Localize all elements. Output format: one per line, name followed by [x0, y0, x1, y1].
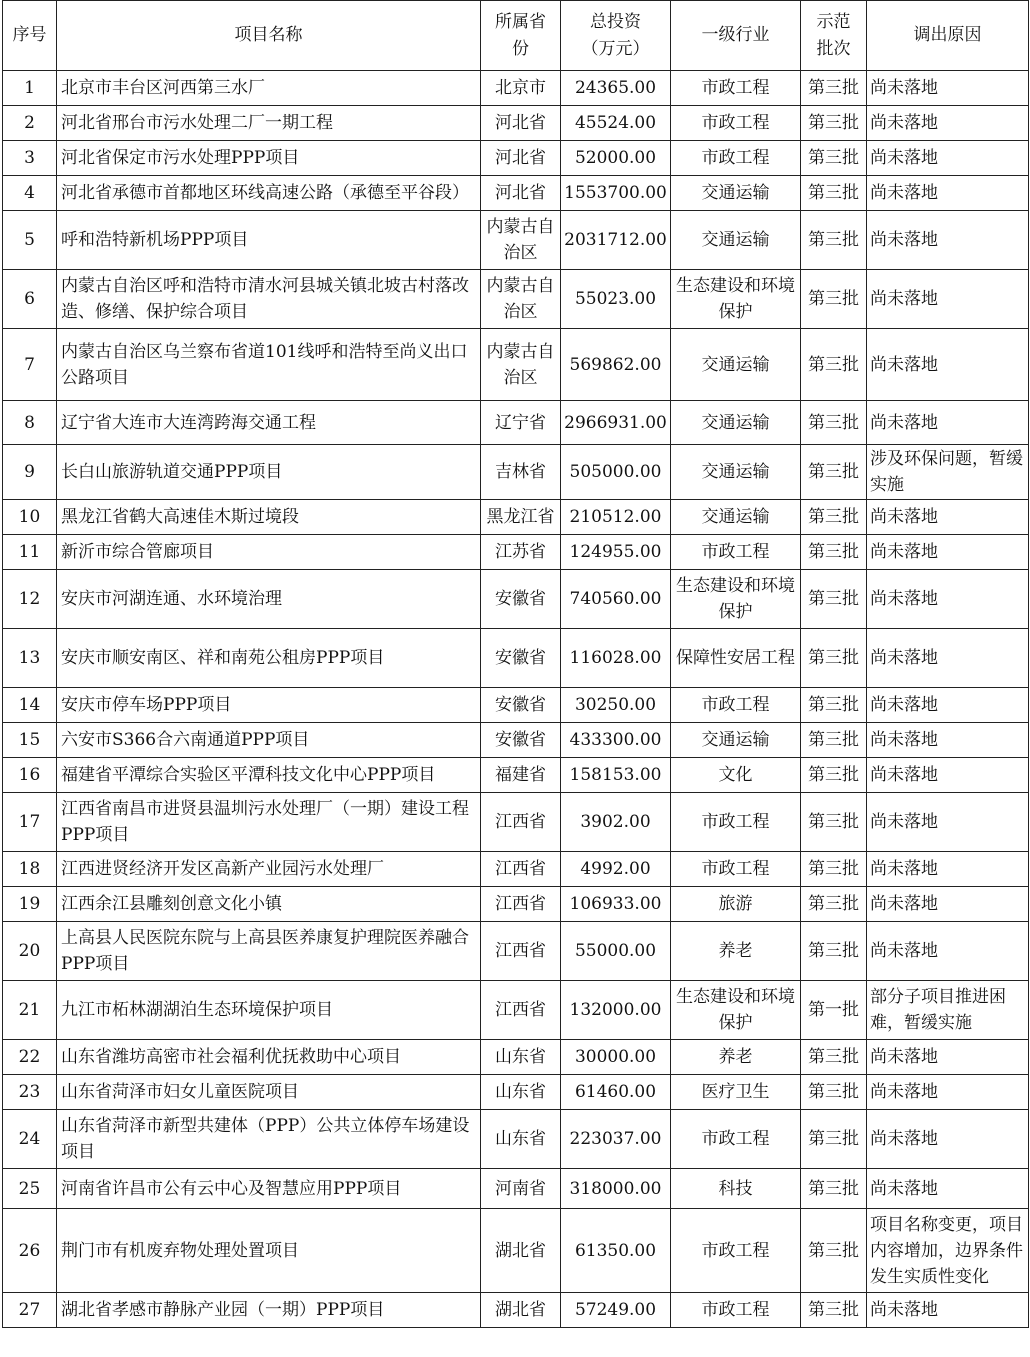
cell-industry: 市政工程 — [671, 688, 801, 723]
cell-reason: 尚未落地 — [867, 71, 1029, 106]
cell-idx: 5 — [3, 211, 57, 270]
header-investment: 总投资（万元） — [561, 1, 671, 71]
cell-province: 江苏省 — [481, 535, 561, 570]
cell-reason: 尚未落地 — [867, 688, 1029, 723]
cell-industry: 交通运输 — [671, 176, 801, 211]
table-row — [3, 329, 1029, 401]
cell-investment: 433300.00 — [561, 723, 671, 758]
cell-investment: 55000.00 — [561, 922, 671, 981]
header-reason: 调出原因 — [867, 1, 1029, 71]
cell-province: 江西省 — [481, 887, 561, 922]
cell-name: 江西进贤经济开发区高新产业园污水处理厂 — [57, 852, 481, 887]
ppp-projects-table — [2, 0, 1029, 1328]
cell-industry: 市政工程 — [671, 852, 801, 887]
cell-investment: 116028.00 — [561, 629, 671, 688]
cell-idx: 4 — [3, 176, 57, 211]
cell-investment: 106933.00 — [561, 887, 671, 922]
cell-name: 内蒙古自治区乌兰察布省道101线呼和浩特至尚义出口公路项目 — [57, 329, 481, 401]
cell-province: 江西省 — [481, 981, 561, 1040]
table-row — [3, 71, 1029, 106]
cell-batch: 第三批 — [801, 535, 867, 570]
cell-industry: 市政工程 — [671, 71, 801, 106]
cell-reason: 尚未落地 — [867, 570, 1029, 629]
cell-batch: 第三批 — [801, 1209, 867, 1293]
cell-reason: 尚未落地 — [867, 922, 1029, 981]
cell-idx: 16 — [3, 758, 57, 793]
cell-idx: 17 — [3, 793, 57, 852]
cell-investment: 30000.00 — [561, 1040, 671, 1075]
cell-batch: 第三批 — [801, 1110, 867, 1169]
cell-name: 福建省平潭综合实验区平潭科技文化中心PPP项目 — [57, 758, 481, 793]
cell-batch: 第三批 — [801, 570, 867, 629]
cell-industry: 交通运输 — [671, 500, 801, 535]
table-row — [3, 793, 1029, 852]
cell-batch: 第三批 — [801, 500, 867, 535]
cell-reason: 尚未落地 — [867, 141, 1029, 176]
table-row — [3, 570, 1029, 629]
cell-investment: 2031712.00 — [561, 211, 671, 270]
cell-province: 吉林省 — [481, 445, 561, 500]
table-row — [3, 500, 1029, 535]
cell-batch: 第三批 — [801, 887, 867, 922]
cell-name: 江西余江县雕刻创意文化小镇 — [57, 887, 481, 922]
header-name: 项目名称 — [57, 1, 481, 71]
cell-name: 河北省保定市污水处理PPP项目 — [57, 141, 481, 176]
cell-batch: 第三批 — [801, 1075, 867, 1110]
cell-industry: 市政工程 — [671, 535, 801, 570]
cell-industry: 市政工程 — [671, 1209, 801, 1293]
cell-reason: 尚未落地 — [867, 270, 1029, 329]
cell-name: 呼和浩特新机场PPP项目 — [57, 211, 481, 270]
cell-batch: 第三批 — [801, 401, 867, 445]
cell-idx: 18 — [3, 852, 57, 887]
cell-idx: 24 — [3, 1110, 57, 1169]
cell-industry: 生态建设和环境保护 — [671, 570, 801, 629]
cell-idx: 10 — [3, 500, 57, 535]
cell-province: 辽宁省 — [481, 401, 561, 445]
cell-reason: 尚未落地 — [867, 629, 1029, 688]
cell-batch: 第三批 — [801, 71, 867, 106]
cell-industry: 交通运输 — [671, 329, 801, 401]
table-row — [3, 922, 1029, 981]
cell-province: 福建省 — [481, 758, 561, 793]
cell-name: 江西省南昌市进贤县温圳污水处理厂（一期）建设工程PPP项目 — [57, 793, 481, 852]
cell-batch: 第三批 — [801, 629, 867, 688]
cell-province: 河北省 — [481, 106, 561, 141]
cell-name: 长白山旅游轨道交通PPP项目 — [57, 445, 481, 500]
cell-province: 内蒙古自治区 — [481, 211, 561, 270]
cell-name: 黑龙江省鹤大高速佳木斯过境段 — [57, 500, 481, 535]
cell-idx: 15 — [3, 723, 57, 758]
cell-investment: 2966931.00 — [561, 401, 671, 445]
cell-name: 荆门市有机废弃物处理处置项目 — [57, 1209, 481, 1293]
cell-reason: 尚未落地 — [867, 1169, 1029, 1209]
cell-name: 山东省菏泽市新型共建体（PPP）公共立体停车场建设项目 — [57, 1110, 481, 1169]
cell-batch: 第三批 — [801, 1169, 867, 1209]
cell-name: 山东省潍坊高密市社会福利优抚救助中心项目 — [57, 1040, 481, 1075]
cell-province: 黑龙江省 — [481, 500, 561, 535]
cell-investment: 24365.00 — [561, 71, 671, 106]
table-row — [3, 1110, 1029, 1169]
cell-reason: 尚未落地 — [867, 1040, 1029, 1075]
cell-reason: 尚未落地 — [867, 176, 1029, 211]
cell-investment: 223037.00 — [561, 1110, 671, 1169]
table-row — [3, 141, 1029, 176]
cell-industry: 医疗卫生 — [671, 1075, 801, 1110]
table-row — [3, 211, 1029, 270]
cell-reason: 尚未落地 — [867, 211, 1029, 270]
cell-reason: 尚未落地 — [867, 329, 1029, 401]
cell-investment: 3902.00 — [561, 793, 671, 852]
cell-industry: 市政工程 — [671, 106, 801, 141]
cell-reason: 尚未落地 — [867, 1075, 1029, 1110]
cell-reason: 尚未落地 — [867, 723, 1029, 758]
cell-idx: 2 — [3, 106, 57, 141]
cell-idx: 11 — [3, 535, 57, 570]
cell-investment: 30250.00 — [561, 688, 671, 723]
cell-reason: 尚未落地 — [867, 758, 1029, 793]
table-row — [3, 852, 1029, 887]
cell-reason: 尚未落地 — [867, 535, 1029, 570]
cell-idx: 26 — [3, 1209, 57, 1293]
cell-province: 河南省 — [481, 1169, 561, 1209]
cell-industry: 养老 — [671, 1040, 801, 1075]
cell-batch: 第三批 — [801, 758, 867, 793]
cell-reason: 尚未落地 — [867, 852, 1029, 887]
cell-province: 安徽省 — [481, 688, 561, 723]
cell-investment: 57249.00 — [561, 1293, 671, 1328]
cell-province: 湖北省 — [481, 1209, 561, 1293]
cell-province: 河北省 — [481, 176, 561, 211]
cell-investment: 132000.00 — [561, 981, 671, 1040]
cell-name: 安庆市顺安南区、祥和南苑公租房PPP项目 — [57, 629, 481, 688]
cell-province: 江西省 — [481, 793, 561, 852]
cell-idx: 21 — [3, 981, 57, 1040]
cell-idx: 12 — [3, 570, 57, 629]
cell-batch: 第三批 — [801, 688, 867, 723]
cell-name: 安庆市河湖连通、水环境治理 — [57, 570, 481, 629]
cell-reason: 尚未落地 — [867, 1110, 1029, 1169]
cell-name: 九江市柘林湖湖泊生态环境保护项目 — [57, 981, 481, 1040]
table-row — [3, 629, 1029, 688]
table-row — [3, 688, 1029, 723]
cell-province: 安徽省 — [481, 629, 561, 688]
table-row — [3, 1040, 1029, 1075]
cell-investment: 61460.00 — [561, 1075, 671, 1110]
table-row — [3, 401, 1029, 445]
cell-batch: 第三批 — [801, 793, 867, 852]
cell-province: 湖北省 — [481, 1293, 561, 1328]
cell-name: 河北省承德市首都地区环线高速公路（承德至平谷段） — [57, 176, 481, 211]
cell-reason: 尚未落地 — [867, 1293, 1029, 1328]
cell-province: 内蒙古自治区 — [481, 270, 561, 329]
cell-batch: 第三批 — [801, 141, 867, 176]
cell-industry: 文化 — [671, 758, 801, 793]
cell-batch: 第三批 — [801, 176, 867, 211]
table-row — [3, 176, 1029, 211]
cell-industry: 科技 — [671, 1169, 801, 1209]
cell-industry: 市政工程 — [671, 1110, 801, 1169]
cell-reason: 尚未落地 — [867, 500, 1029, 535]
cell-name: 河北省邢台市污水处理二厂一期工程 — [57, 106, 481, 141]
cell-name: 上高县人民医院东院与上高县医养康复护理院医养融合PPP项目 — [57, 922, 481, 981]
table-row — [3, 1169, 1029, 1209]
cell-province: 内蒙古自治区 — [481, 329, 561, 401]
cell-batch: 第三批 — [801, 922, 867, 981]
cell-batch: 第三批 — [801, 106, 867, 141]
cell-idx: 19 — [3, 887, 57, 922]
cell-investment: 55023.00 — [561, 270, 671, 329]
table-row — [3, 981, 1029, 1040]
cell-reason: 部分子项目推进困难，暂缓实施 — [867, 981, 1029, 1040]
cell-investment: 210512.00 — [561, 500, 671, 535]
cell-idx: 14 — [3, 688, 57, 723]
cell-idx: 1 — [3, 71, 57, 106]
cell-name: 河南省许昌市公有云中心及智慧应用PPP项目 — [57, 1169, 481, 1209]
cell-idx: 23 — [3, 1075, 57, 1110]
cell-batch: 第三批 — [801, 270, 867, 329]
table-row — [3, 1293, 1029, 1328]
cell-reason: 尚未落地 — [867, 401, 1029, 445]
cell-investment: 61350.00 — [561, 1209, 671, 1293]
table-row — [3, 445, 1029, 500]
cell-idx: 20 — [3, 922, 57, 981]
cell-reason: 尚未落地 — [867, 793, 1029, 852]
cell-province: 安徽省 — [481, 723, 561, 758]
cell-reason: 尚未落地 — [867, 887, 1029, 922]
table-row — [3, 758, 1029, 793]
cell-province: 河北省 — [481, 141, 561, 176]
cell-idx: 6 — [3, 270, 57, 329]
cell-investment: 1553700.00 — [561, 176, 671, 211]
cell-name: 六安市S366合六南通道PPP项目 — [57, 723, 481, 758]
cell-batch: 第三批 — [801, 1293, 867, 1328]
cell-province: 山东省 — [481, 1040, 561, 1075]
cell-investment: 569862.00 — [561, 329, 671, 401]
cell-name: 新沂市综合管廊项目 — [57, 535, 481, 570]
cell-idx: 27 — [3, 1293, 57, 1328]
cell-province: 江西省 — [481, 922, 561, 981]
cell-idx: 13 — [3, 629, 57, 688]
cell-reason: 涉及环保问题，暂缓实施 — [867, 445, 1029, 500]
cell-industry: 交通运输 — [671, 211, 801, 270]
cell-province: 北京市 — [481, 71, 561, 106]
cell-name: 山东省菏泽市妇女儿童医院项目 — [57, 1075, 481, 1110]
cell-batch: 第三批 — [801, 723, 867, 758]
cell-batch: 第三批 — [801, 211, 867, 270]
cell-idx: 9 — [3, 445, 57, 500]
cell-industry: 市政工程 — [671, 793, 801, 852]
header-province: 所属省份 — [481, 1, 561, 71]
cell-province: 江西省 — [481, 852, 561, 887]
table-row — [3, 270, 1029, 329]
cell-industry: 交通运输 — [671, 401, 801, 445]
cell-industry: 养老 — [671, 922, 801, 981]
cell-investment: 740560.00 — [561, 570, 671, 629]
table-row — [3, 723, 1029, 758]
table-row — [3, 1075, 1029, 1110]
cell-idx: 22 — [3, 1040, 57, 1075]
cell-investment: 505000.00 — [561, 445, 671, 500]
cell-industry: 生态建设和环境保护 — [671, 981, 801, 1040]
cell-name: 辽宁省大连市大连湾跨海交通工程 — [57, 401, 481, 445]
cell-idx: 3 — [3, 141, 57, 176]
table-row — [3, 106, 1029, 141]
cell-industry: 旅游 — [671, 887, 801, 922]
table-header-row — [3, 1, 1029, 71]
header-industry: 一级行业 — [671, 1, 801, 71]
cell-investment: 4992.00 — [561, 852, 671, 887]
cell-batch: 第一批 — [801, 981, 867, 1040]
cell-batch: 第三批 — [801, 1040, 867, 1075]
cell-name: 安庆市停车场PPP项目 — [57, 688, 481, 723]
cell-province: 山东省 — [481, 1075, 561, 1110]
cell-industry: 生态建设和环境保护 — [671, 270, 801, 329]
cell-investment: 52000.00 — [561, 141, 671, 176]
cell-name: 内蒙古自治区呼和浩特市清水河县城关镇北坡古村落改造、修缮、保护综合项目 — [57, 270, 481, 329]
header-idx: 序号 — [3, 1, 57, 71]
cell-investment: 318000.00 — [561, 1169, 671, 1209]
cell-industry: 交通运输 — [671, 723, 801, 758]
cell-name: 湖北省孝感市静脉产业园（一期）PPP项目 — [57, 1293, 481, 1328]
table-row — [3, 887, 1029, 922]
cell-batch: 第三批 — [801, 329, 867, 401]
cell-batch: 第三批 — [801, 852, 867, 887]
cell-reason: 尚未落地 — [867, 106, 1029, 141]
cell-batch: 第三批 — [801, 445, 867, 500]
cell-name: 北京市丰台区河西第三水厂 — [57, 71, 481, 106]
cell-industry: 交通运输 — [671, 445, 801, 500]
cell-idx: 8 — [3, 401, 57, 445]
cell-investment: 158153.00 — [561, 758, 671, 793]
cell-province: 山东省 — [481, 1110, 561, 1169]
cell-idx: 25 — [3, 1169, 57, 1209]
table-row — [3, 535, 1029, 570]
cell-reason: 项目名称变更，项目内容增加，边界条件发生实质性变化 — [867, 1209, 1029, 1293]
header-batch: 示范批次 — [801, 1, 867, 71]
cell-investment: 124955.00 — [561, 535, 671, 570]
table-row — [3, 1209, 1029, 1293]
cell-industry: 市政工程 — [671, 141, 801, 176]
cell-idx: 7 — [3, 329, 57, 401]
cell-province: 安徽省 — [481, 570, 561, 629]
cell-investment: 45524.00 — [561, 106, 671, 141]
cell-industry: 市政工程 — [671, 1293, 801, 1328]
cell-industry: 保障性安居工程 — [671, 629, 801, 688]
